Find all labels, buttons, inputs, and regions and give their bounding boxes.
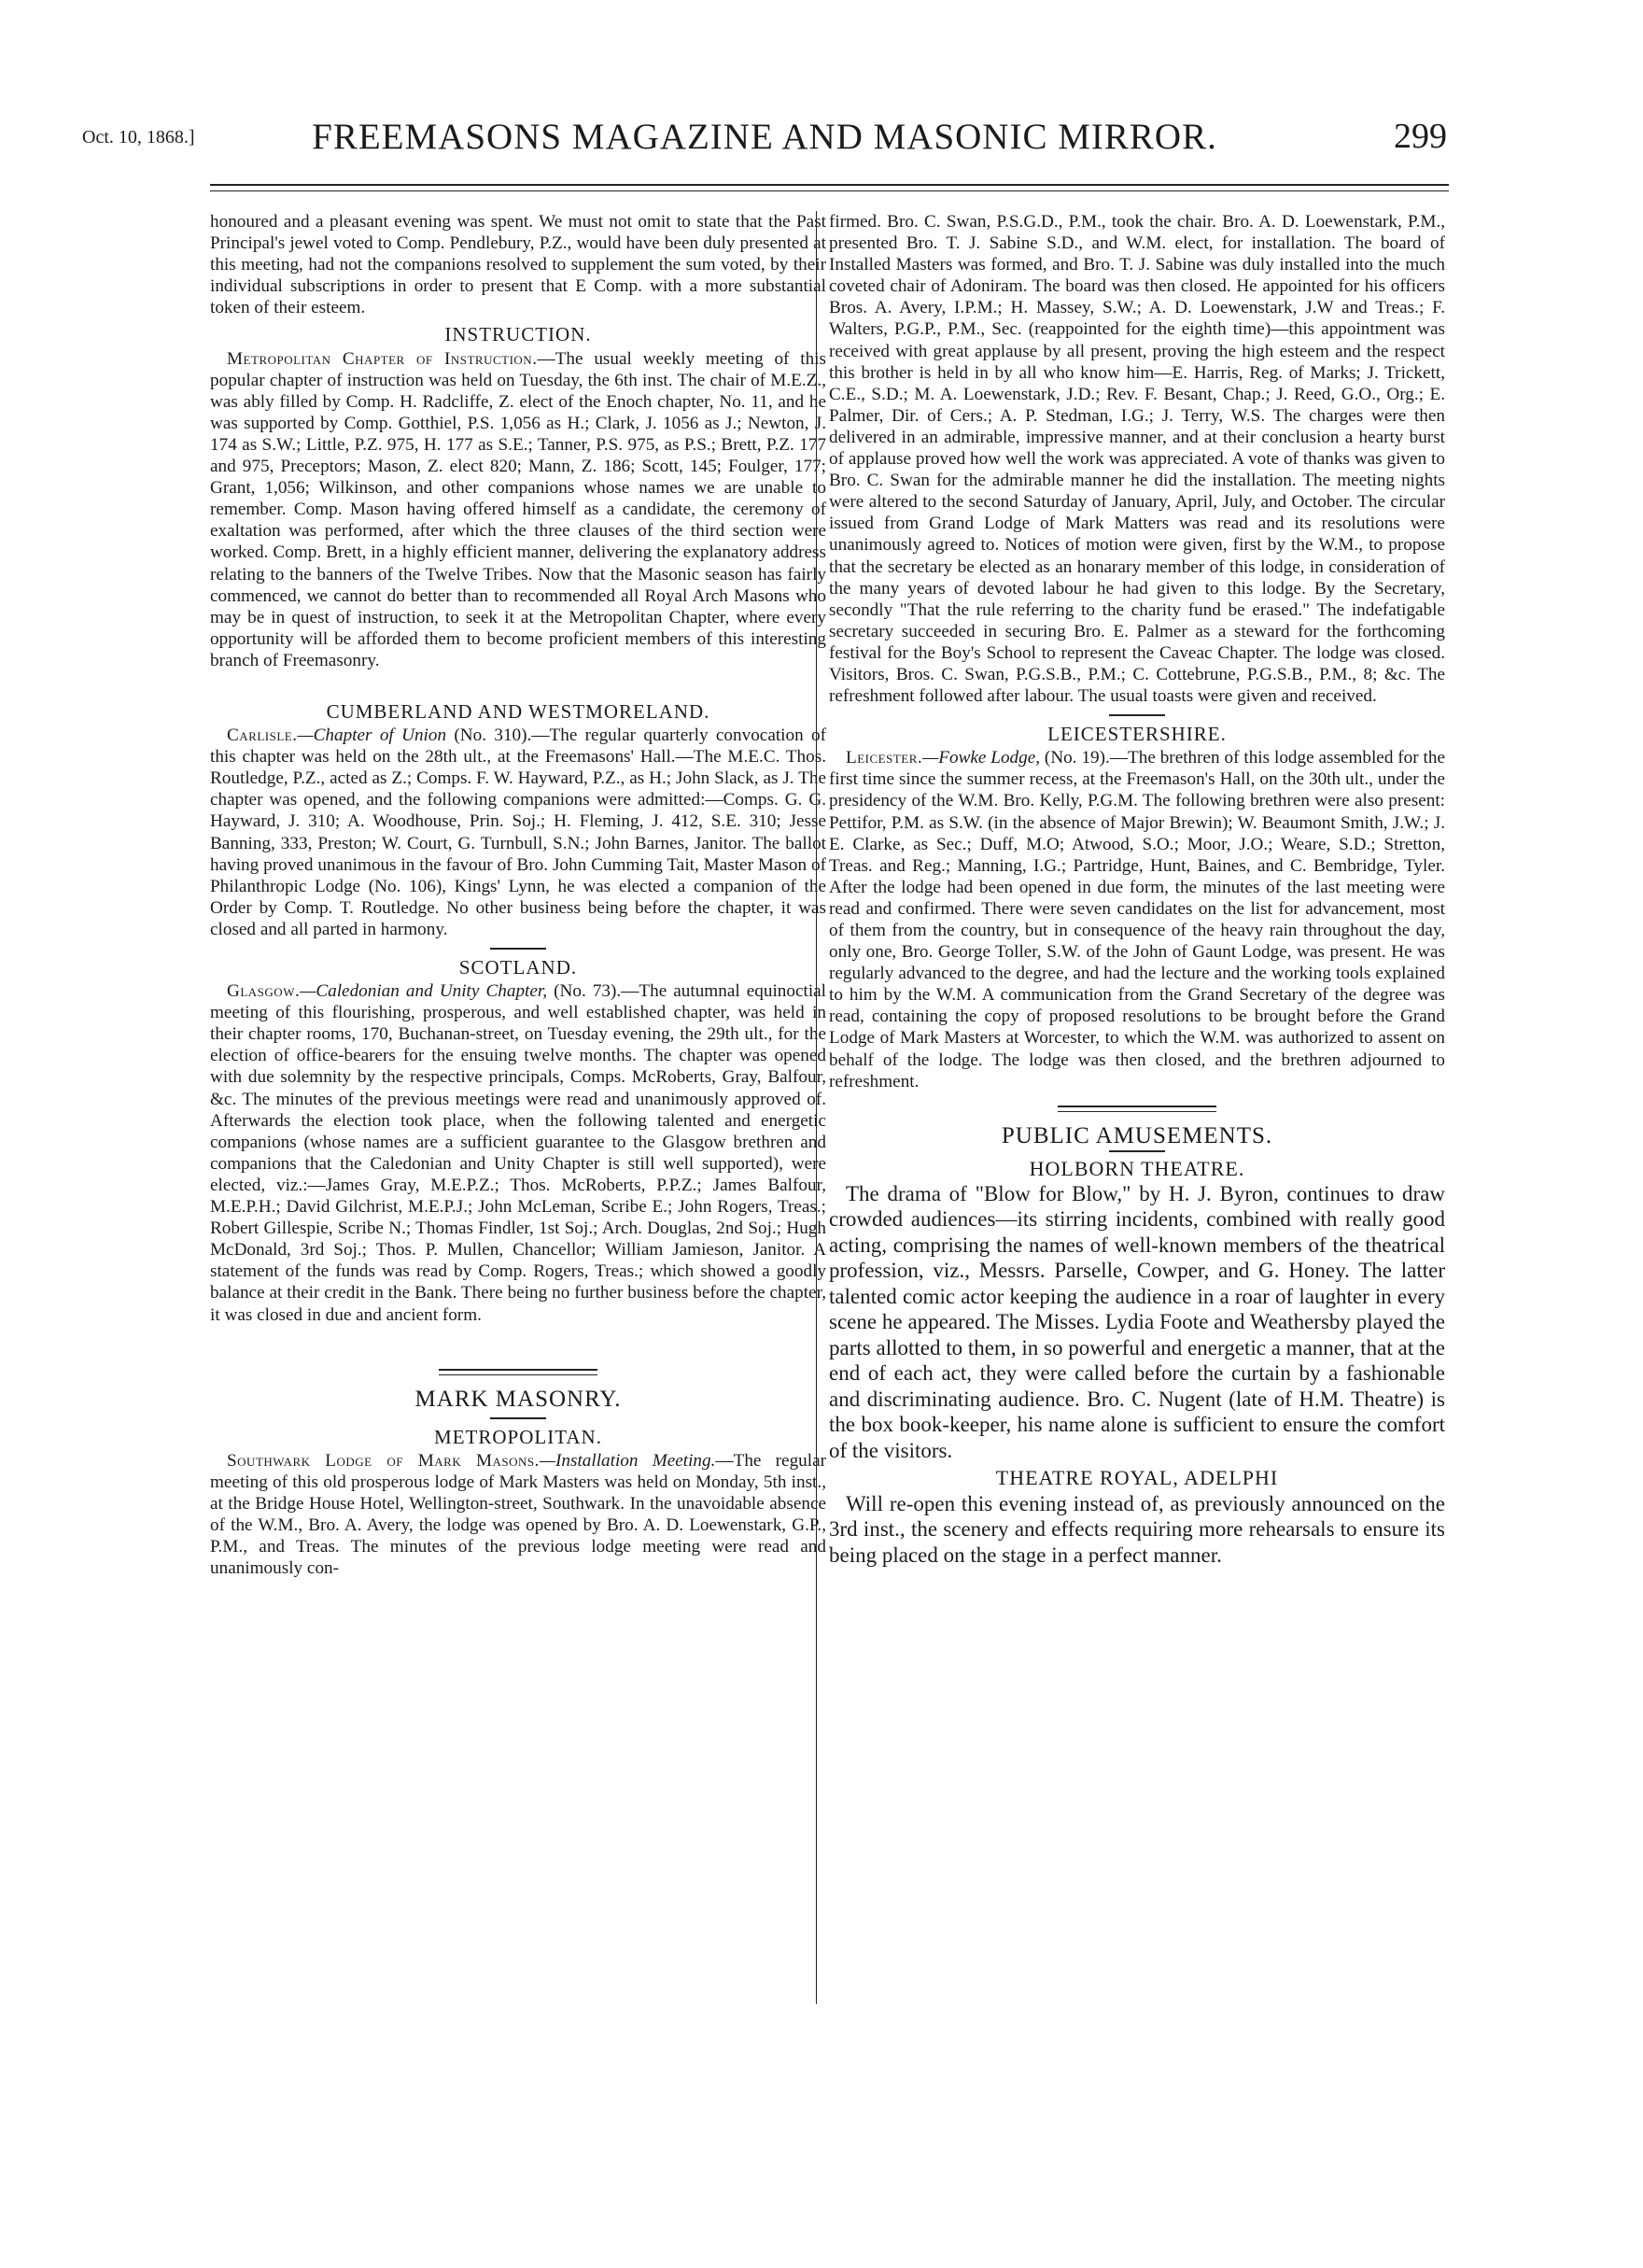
- page-number: 299: [1394, 117, 1447, 156]
- issue-date: Oct. 10, 1868.]: [82, 127, 195, 148]
- paragraph-metropolitan-chapter: [210, 348, 826, 671]
- header-rule-thin: [210, 190, 1449, 191]
- heading-public-amusements: PUBLIC AMUSEMENTS.: [1001, 1122, 1273, 1148]
- heading-metropolitan: METROPOLITAN.: [434, 1425, 602, 1448]
- paragraph-carlisle: [210, 725, 826, 940]
- italic-caledonian-chapter: —Caledonian and Unity Chapter,: [300, 981, 548, 1002]
- paragraph-holborn: The drama of "Blow for Blow," by H. J. Byron, continues to draw crowded audiences—its stirring incidents, combined with really good acting, comprising the names of well-known members of the theatrical profession, viz., Messrs. Parselle, Cowper, and G. Honey. The latter talented comic actor keeping the audience in a roar of laughter in every scene he appeared. The Misses. Lydia Foote and Weathersby played the parts allotted to them, in so powerful and energetic a manner, that at the end of each act, they were called before the curtain by a fashionable and discriminating audience. Bro. C. Nugent (late of H.M. Theatre) is the box book-keeper, his name alone is sufficient to ensure the comfort of the visitors.: [829, 1181, 1445, 1462]
- magazine-title: FREEMASONS MAGAZINE AND MASONIC MIRROR.: [312, 117, 1217, 157]
- section-double-rule: [439, 1369, 597, 1375]
- heading-mark-masonry: MARK MASONRY.: [414, 1386, 622, 1412]
- heading-scotland: SCOTLAND.: [458, 956, 578, 979]
- continued-paragraph: firmed. Bro. C. Swan, P.S.G.D., P.M., took the chair. Bro. A. D. Loewenstark, P.M., presented Bro. T. J. Sabine S.D., and W.M. elect, for installation. The board of Installed Masters was formed, and Bro. T. J. Sabine was duly installed into the much coveted chair of Adoniram. The board was then closed. He appointed for his officers Bros. A. Avery, I.P.M.; H. Massey, S.W.; A. D. Loewenstark, J.W and Treas.; F. Walters, P.G.P., P.M., Sec. (reappointed for the eighth time)—this appointment was received with great applause by all present, proving the high esteem and the respect this brother is held in by all who know him—E. Harris, Reg. of Marks; J. Trickett, C.E., S.D.; M. A. Loewenstark, J.D.; Rev. F. Besant, Chap.; J. Reed, G.O., Org.; E. Palmer, Dir. of Cers.; A. P. Stedman, I.G.; J. Terry, W.S. The charges were then delivered in an admirable, impressive manner, and at their conclusion a hearty burst of applause proved how well the work was appreciated. A vote of thanks was given to Bro. C. Swan for the admirable manner he did the installation. The meeting nights were altered to the second Saturday of January, April, July, and October. The circular issued from Grand Lodge of Mark Matters was read and its resolutions were unanimously agreed to. Notices of motion were given, first by the W.M., to propose that the secretary be elected as an honarary member of this lodge, in consideration of the many years of devoted labour he had given to this lodge. By the Secretary, secondly "That the rule referring to the charity fund be erased." The indefatigable secretary succeeded in securing Bro. E. Palmer as a steward for the forthcoming festival for the Boy's School to represent the Caveac Chapter. The lodge was closed. Visitors, Bros. C. Swan, P.G.S.B., P.M.; C. Cottebrune, P.G.S.B., P.M., 8; &c. The refreshment followed after labour. The usual toasts were given and received.: [829, 212, 1445, 707]
- heading-theatre-royal-adelphi: THEATRE ROYAL, ADELPHI: [995, 1466, 1279, 1490]
- heading-instruction: INSTRUCTION.: [444, 323, 592, 346]
- body-carlisle: (No. 310).—The regular quarterly convocation of this chapter was held on the 28th ult., at the Freemasons' Hall.—The M.E.C. Thos. Routledge, P.Z., acted as Z.; Comps. F. W. Hayward, P.Z., as H.; John Slack, as J. The chapter was opened, and the following companions were admitted:—Comps. G. G. Hayward, J. 310; A. Woodhouse, Prin. Soj.; H. Fleming, J. 412, S.E. 310; Jesse Banning, 333, Preston; W. Court, G. Turnbull, S.N.; John Barnes, Janitor. The ballot having proved unanimous in the favour of Bro. John Cumming Tait, Master Mason of Philanthropic Lodge (No. 106), Kings' Lynn, he was elected a companion of the Order by Comp. T. Routledge. No other business being before the chapter, it was closed and all parted in harmony.: [210, 725, 826, 939]
- body-metropolitan-chapter: —The usual weekly meeting of this popular chapter of instruction was held on Tuesday, the 6th inst. The chair of M.E.Z., was ably filled by Comp. H. Radcliffe, Z. elect of the Enoch chapter, No. 11, and he was supported by Comp. Gotthiel, P.S. 1,056 as H.; Clark, J. 1056 as J.; Newton, J. 174 as S.W.; Little, P.Z. 975, H. 177 as S.E.; Tanner, P.S. 975, as P.S.; Brett, P.Z. 177 and 975, Preceptors; Mason, Z. elect 820; Mann, Z. 186; Scott, 145; Foulger, 177; Grant, 1,056; Wilkinson, and other companions whose names we are unable to remember. Comp. Mason having offered himself as a candidate, the ceremony of exaltation was performed, after which the three clauses of the third section were worked. Comp. Brett, in a highly efficient manner, delivering the explanatory address relating to the banners of the Twelve Tribes. Now that the Masonic season has fairly commenced, we cannot do better than to recommended all Royal Arch Masons who may be in quest of instruction, to seek it at the Metropolitan Chapter, where every opportunity will be afforded them to become proficient members of this interesting branch of Freemasonry.: [210, 348, 826, 670]
- lead-glasgow: Glasgow.: [227, 981, 301, 1002]
- paragraph-southwark: [210, 1450, 826, 1580]
- amusements-section: [829, 1158, 1445, 1568]
- section-rule: [490, 948, 546, 950]
- lead-southwark: Southwark Lodge of Mark Masons.: [227, 1450, 540, 1471]
- paragraph-glasgow: [210, 980, 826, 1326]
- body-leicester: (No. 19).—The brethren of this lodge assembled for the first time since the summer recess, at the Freemason's Hall, on the 30th ult., under the presidency of the W.M. Bro. Kelly, P.G.M. The following brethren were also present: Pettifor, P.M. as S.W. (in the absence of Major Brewin); W. Beaumont Smith, J.W.; J. E. Clarke, as Sec.; Duff, M.O; Atwood, S.O.; Moor, J.O.; Weare, S.D.; Stretton, Treas. and Reg.; Manning, I.G.; Partridge, Hunt, Baines, and C. Bembridge, Tyler. After the lodge had been opened in due form, the minutes of the last meeting were read and confirmed. There were seven candidates on the list for advancement, most of them from the country, but in consequence of the heavy rain throughout the day, only one, Bro. George Toller, S.W. of the John of Gaunt Lodge, was present. He was regularly advanced to the degree, and had the lecture and the working tools explained to him by the W.M. A communication from the Grand Secretary of the degree was read, containing the copy of proposed resolutions to be brought before the Grand Lodge of Mark Masters at Worcester, to which the W.M. was authorized to assent on behalf of the lodge. The lodge was then closed, and the brethren adjourned to refreshment.: [829, 748, 1445, 1092]
- lead-metropolitan-chapter: Metropolitan Chapter of Instruction.: [227, 348, 538, 369]
- header-rule-thick: [210, 184, 1449, 186]
- italic-fowke-lodge: —Fowke Lodge,: [922, 748, 1041, 768]
- section-rule: [490, 1417, 546, 1419]
- heading-cumberland: CUMBERLAND AND WESTMORELAND.: [326, 699, 710, 723]
- right-column: [829, 211, 1445, 1568]
- heading-leicestershire: LEICESTERSHIRE.: [1047, 723, 1227, 746]
- paragraph-leicester: [829, 747, 1445, 1092]
- heading-holborn-theatre: HOLBORN THEATRE.: [1029, 1156, 1245, 1180]
- body-southwark: —The regular meeting of this old prosperous lodge of Mark Masters was held on Monday, 5th inst., at the Bridge House Hotel, Wellington-street, Southwark. In the unavoidable absence of the W.M., Bro. A. Avery, the lodge was opened by Bro. A. D. Loewenstark, G.P., P.M., and Treas. The minutes of the previous lodge meeting were read and unanimously con-: [210, 1450, 826, 1579]
- body-glasgow: (No. 73).—The autumnal equinoctial meeting of this flourishing, prosperous, and well established chapter, was held in their chapter rooms, 170, Buchanan-street, on Tuesday evening, the 29th ult., for the election of office-bearers for the ensuing twelve months. The chapter was opened with due solemnity by the respective principals, Comps. McRoberts, Gray, Balfour, &c. The minutes of the previous meetings were read and unanimously approved of. Afterwards the election took place, when the following talented and energetic companions (whose names are a sufficient guarantee to the Glasgow brethren and companions that the Caledonian and Unity Chapter is still well supported), were elected, viz.:—James Gray, M.E.P.Z.; Thos. McRoberts, P.P.Z.; James Balfour, M.E.P.H.; David Gilchrist, M.E.P.J.; John McLeman, Scribe E.; John Rogers, Treas.; Robert Gillespie, Scribe N.; Thomas Findler, 1st Soj.; Arch. Douglas, 2nd Soj.; Hugh McDonald, 3rd Soj.; Thos. P. Mullen, Chancellor; William Jamieson, Janitor. A statement of the funds was read by Comp. Rogers, Treas.; which showed a goodly balance at their credit in the Bank. There being no further business before the chapter, it was closed in due and ancient form.: [210, 981, 826, 1325]
- lead-carlisle: Carlisle.: [227, 725, 298, 746]
- paragraph-adelphi: Will re-open this evening instead of, as previously announced on the 3rd inst., the scenery and effects requiring more rehearsals to ensure its being placed on the stage in a perfect manner.: [829, 1491, 1445, 1567]
- italic-chapter-of-union: —Chapter of Union: [297, 725, 447, 746]
- lead-leicester: Leicester.: [846, 748, 923, 768]
- section-double-rule: [1058, 1106, 1216, 1112]
- section-rule: [1109, 1150, 1165, 1152]
- continued-paragraph: honoured and a pleasant evening was spent. We must not omit to state that the Past Principal's jewel voted to Comp. Pendlebury, P.Z., would have been duly presented at this meeting, had not the companions resolved to supplement the sum voted, by their individual subscriptions in order to present that E Comp. with a more substantial token of their esteem.: [210, 212, 826, 318]
- section-rule: [1109, 714, 1165, 716]
- italic-installation-meeting: —Installation Meeting.: [539, 1450, 716, 1471]
- masthead: [82, 112, 1447, 177]
- left-column: [210, 211, 826, 1579]
